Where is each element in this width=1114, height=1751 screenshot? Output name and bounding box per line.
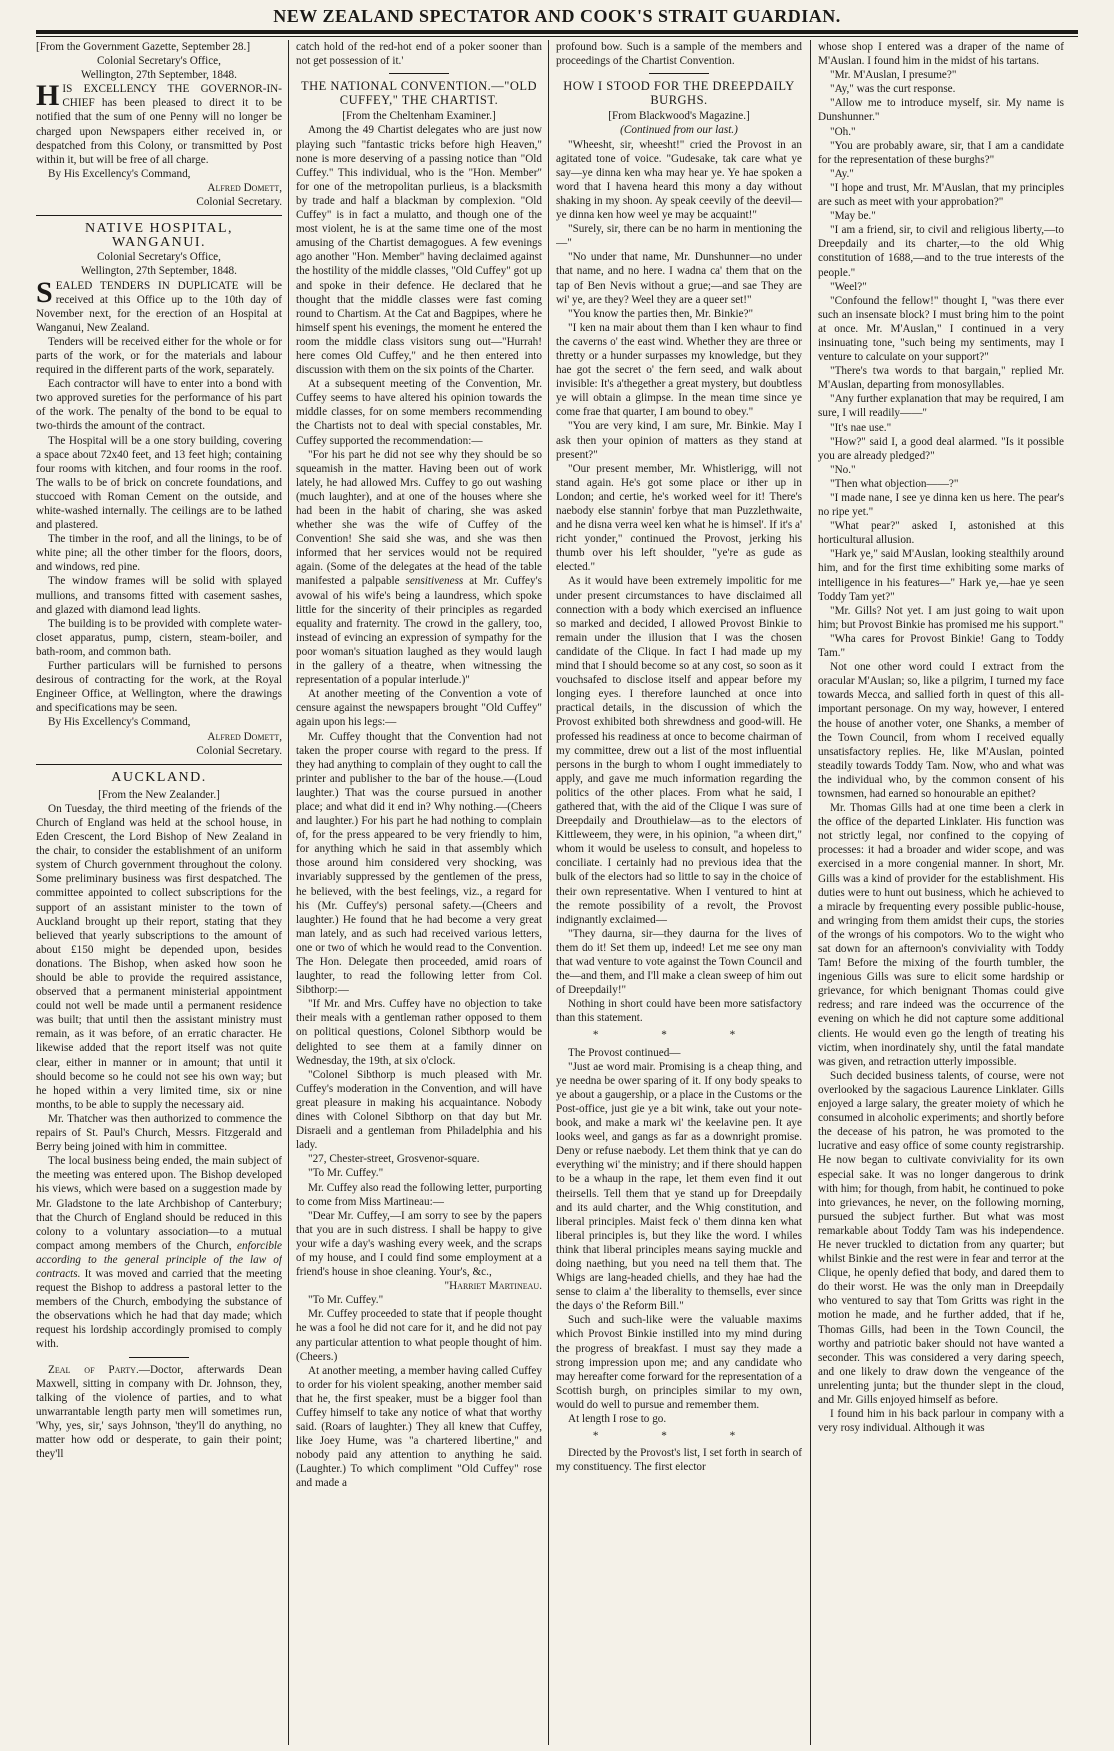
notice-dateline: Wellington, 27th September, 1848. [81,69,237,82]
letter-signature: "Harriet Martineau. [444,1280,542,1293]
masthead-rule-thick [36,30,1078,34]
article-para: "Any further explanation that may be required, I am sure, I will readily——" [818,393,1064,420]
hospital-para: The window frames will be solid with splayed mullions, and transoms fitted with casement sashes, and glazed with diamond lead lights. [36,575,282,616]
hospital-para: The timber in the roof, and all the linings, to be of white pine; all the other timber for the floors, doors, and windows, red pine. [36,533,282,574]
column-divider [288,40,289,1745]
column-divider [548,40,549,1745]
article-para: "They daurna, sir—they daurna for the lives of them do it! Set them up, indeed! Let me see ony man that wad venture to vote against the Town Council and the—and them, and I'll make a clean sweep of him out of Dreepdaily!" [556,927,802,997]
article-para: "Ay." [830,167,854,180]
article-para: "You know the parties then, Mr. Binkie?" [568,307,754,320]
dreepdaily-source: [From Blackwood's Magazine.] [608,110,750,123]
hospital-para: Further particulars will be furnished to persons desirous of contracting for the work, at the Royal Engineer Office, at Wellington, where the drawings and specifications may be seen. [36,660,282,715]
auckland-source: [From the New Zealander.] [98,788,220,801]
article-para: "Wheesht, sir, wheesht!" cried the Provost in an agitated tone of voice. "Gudesake, tak care what ye say—ye dinna ken wha may hear ye. Ye hae spoken a word that I havena heard this mony a day without shaking in my shoon. Ay speak ceevily of the deevil—ye dinna ken how weel ye may be acquaint!" [556,138,802,222]
article-para: As it would have been extremely impolitic for me under present circumstances to have disclaimed all connection with a body which exercised an influence so marked and decided, I allowed Provost Binkie to remain under the illusion that I was the chosen candidate of the Clique. In fact I had made up my mind that I should become so at any cost, so soon as it vouchsafed to disclose itself and appear before my longing eyes. I therefore launched at once into practical details, in the discussion of which the Provost exhibited both shrewdness and good-will. He professed his readiness at once to become chairman of my committee, drew out a list of the most influential persons in the burgh to whom I ought immediately to apply, and gave me much information regarding the politics of the other places. From what he said, I gathered that, with the aid of the Clique I was sure of Dreepdaily and Drouthielaw—as to the electors of Kittleweem, they were, in his opinion, "a wheen dirt," whom it would be useless to consult, and hopeless to conciliate. I certainly had no previous idea that the bulk of the electors had so little to say in the choice of their own representative. When I ventured to hint at the remote possibility of a revolt, the Provost indignantly exclaimed— [556,575,802,926]
article-para: "There's twa words to that bargain," replied Mr. M'Auslan, departing from monosyllables. [818,365,1064,392]
signatory: Alfred Domett, [207,730,282,743]
article-para: "Then what objection——?" [830,477,959,490]
masthead-rule-thin [36,36,1078,37]
article-para: I found him in his back parlour in company with a very rosy individual. Although it was [818,1408,1064,1435]
auckland-para [36,1154,282,1351]
hospital-dateline: Wellington, 27th September, 1848. [81,265,237,278]
article-para: "Hark ye," said M'Auslan, looking stealthily around him, and for the first time exhibiting some marks of intelligence in his features—" Hark ye,—hae ye seen Toddy Tam yet?" [818,548,1064,603]
article-para: "If Mr. and Mrs. Cuffey have no objection to take their meals with a gentleman rather opposed to them on political questions, Colonel Sibthorp would be delighted to see them at a family dinner on Wednesday, the 19th, at six o'clock. [296,998,542,1067]
article-para: "Colonel Sibthorp is much pleased with Mr. Cuffey's moderation in the Convention, and will have great pleasure in making his acquaintance. Nobody dines with Colonel Sibthorp on that day but Mr. Disraeli and a gentleman from Philadelphia and his lady. [296,1068,542,1152]
article-para: Mr. Cuffey thought that the Convention had not taken the proper course with regard to the press. If they had anything to complain of they ought to call the printer and publisher to the bar of the house.—(Loud laughter.) That was the course pursued in another place; and what did it end in? Why nothing.—(Cheers and laughter.) For his part he had nothing to complain of, for the press appeared to be very friendly to him, for anything which he said in that assembly which those around him considered very shocking, was invariably suppressed by the gentlemen of the press, he believed, with the best feelings, viz., a regard for his (Mr. Cuffey's) personal safety.—(Cheers and laughter.) He found that he had become a very great man lately, and as such had received various letters, one or two of which he would read to the Convention. The Hon. Delegate then proceeded, amid roars of laughter, to read the following letter from Col. Sibthorp:— [296,730,542,997]
column-divider [810,40,811,1745]
column-1 [36,40,282,1745]
article-para: "I ken na mair about them than I ken whaur to find the caverns o' the east wind. Whether they are three or thretty or a hunder surpasses my knowledge, but they hae got the secret o' the fern seed, and walk about invisible: It's a'thegether a great mystery, but doubtless ye will obtain a glimpse. In the mean time since ye come frae that quarter, I am bound to obey." [556,321,802,419]
article-para: "Just ae word mair. Promising is a cheap thing, and ye needna be ower sparing of it. If ony body speaks to ye about a gaugership, or a place in the Customs or the Post-office, just gie ye a bit wink, take out your note-book, and make a mark wi' the keelavine pen. It aye looks weel, and gangs as far as a downright promise. Deny or refuse naebody. Let them think that ye can do everything wi' the ministry; and if there should happen to be a whaup in the rape, let them even find it out theirsells. Tell them that ye stand up for Dreepdaily and its auld charter, and the Whig constitution, and liberal principles. Maist feck o' them dinna ken what liberal principles is, but they like the word. I whiles think that liberal principles means saying muckle and doing naething, but you need na tell them that. The Whigs are lang-headed chiells, and they hae had the sense to claim a' the liberality to themsells, ever since the days o' the Reform Bill." [556,1060,802,1313]
article-para: "Mr. Gills? Not yet. I am just going to wait upon him; but Provost Binkie has promised me his support." [818,604,1064,631]
article-para: Mr. Cuffey also read the following letter, purporting to come from Miss Martineau:— [296,1181,542,1208]
masthead-title: NEW ZEALAND SPECTATOR AND COOK'S STRAIT GUARDIAN. [273,6,841,26]
hospital-para-text: EALED TENDERS IN DUPLICATE will be received at this Office up to the 10th day of November next, for the erection of an Hospital at Wanganui, New Zealand. [36,279,282,334]
article-para: "Ay," was the curt response. [830,83,956,96]
article-para: "You are very kind, I am sure, Mr. Binkie. May I ask then your opinion of matters as they stand at present?" [556,420,802,461]
article-para: "No under that name, Mr. Dunshunner—no under that name, and no here. I wadna ca' them that on the tap of Ben Nevis without a grue;—and sae They are wi' ye, are they? Weel they are a queer set!" [556,251,802,306]
article-para: "How?" said I, a good deal alarmed. "Is it possible you are already pledged?" [818,435,1064,462]
dropcap: S [36,275,53,309]
by-command: By His Excellency's Command, [48,716,191,729]
article-para: The Provost continued— [568,1046,681,1059]
article-para: Such decided business talents, of course, were not overlooked by the sagacious Laurence Linklater. Gills enjoyed a large salary, the greater moiety of which he consumed in alcoholic experiments; and shortly before the decease of his patron, he was promoted to the lucrative and easy office of some county registrarship. He now began to cultivate conviviality for its own especial sake. It was no longer dangerous to drink with him; for though, from habit, he continued to poke into grievances, he never, on the following morning, pursued the subject further. But what was most remarkable about Toddy Tam was his independence. He never truckled to dictation from any quarter; but whilst Binkie and the rest were in fear and terror at the Clique, he openly defied that body, and dared them to do their worst. He was the only man in Dreepdaily who ventured to say that Tom Gritts was right in the motion he made, and he further added, that if he, Thomas Gills, had been in the Town Council, the worthy and patriotic baker should not have wanted a seconder. This was considered a very daring speech, and one likely to draw down the vengeance of the unrelenting junta; but the thunder slept in the cloud, and Mr. Gills enjoyed himself as before. [818,1069,1064,1406]
article-para: Not one other word could I extract from the oracular M'Auslan; so, like a pilgrim, I turned my face towards Mecca, and sallied forth in quest of this all-important personage. On my way, however, I entered the house of another voter, one Shanks, a member of the Town Council, from whom I received equally unsatisfactory replies. He, like M'Auslan, pointed steadily towards Toddy Tam. Now, who and what was the individual who, by the common consent of his townsmen, had earned so honourable an epithet? [818,661,1064,800]
auckland-para: Mr. Thatcher was then authorized to commence the repairs of St. Paul's Church, Messrs. Fitzgerald and Berry being joined with him in committee. [36,1112,282,1154]
hospital-para: Tenders will be received either for the whole or for parts of the work, or for the materials and labour required in the different parts of the work, separately. [36,335,282,377]
article-para: Such and such-like were the valuable maxims which Provost Binkie instilled into my mind during the progress of breakfast. I must say they made a strong impression upon me; and any candidate who may hereafter come forward for the representation of a Scottish burgh, on principles similar to my own, would do well to pursue and remember them. [556,1314,802,1411]
article-text: at Mr. Cuffey's avowal of his wife's being a laundress, which spoke little for the sincerity of their principles as regarded equality and fraternity. The crowd in the gallery, too, instead of evincing an expression of sympathy for the poor woman's situation laughed as they would laugh in the gallery of a theatre, when witnessing the representation of a popular interlude.)" [296,575,542,687]
hospital-heading: NATIVE HOSPITAL, [84,221,234,237]
article-para: "I hope and trust, Mr. M'Auslan, that my principles are such as meet with your approbation?" [818,181,1064,209]
article-para: Among the 49 Chartist delegates who are just now playing such "fantastic tricks before high Heaven," none is more deserving of a passing notice than "Old Cuffey." This individual, who is the "Hon. Member" for one of the metropolitan purlieus, is a blacksmith by trade and half a blackman by complexion. "Old Cuffey" is in fact a mulatto, and though one of the most violent, he is at the same time one of the most amusing of the Chartist demagogues. A few evenings ago another "Hon. Member" having declaimed against the hostility of the middle classes, "Old Cuffey" got up and spoke in their defence. He declared that he thought that the middle classes were fast coming round to Chartism. At the Cat and Bagpipes, where he himself spent his evenings, the moment he entered the room the middle class visitors sung out—"Hurrah! here comes Old Cuffey," and he then entered into discussion with them on the six points of the Charter. [296,124,542,377]
article-para: "Dear Mr. Cuffey,—I am sorry to see by the papers that you are in such distress. I shall be happy to give your wife a day's washing every week, and the scraps of my house, and I could find some employment at a friend's house in shoe cleaning. Your's, &c., [296,1209,542,1279]
article-text: "For his part he did not see why they should be so squeamish in the matter. Having been out of work lately, he had allowed Mrs. Cuffey to go out washing (much laughter), and at one of the houses where she had been in the habit of charing, she was asked whether she was the wife of Cuffey of the Convention! She said she was, and she was then informed that her services would not be required again. (Some of the delegates at the head of the table manifested a palpable [296,448,542,588]
article-para: At a subsequent meeting of the Convention, Mr. Cuffey seems to have altered his opinion towards the middle classes, for on some members recommending the Chartists not to deal with special constables, Mr. Cuffey supported the recommendation:— [296,378,542,447]
hospital-para: Each contractor will have to enter into a bond with two approved sureties for the performance of his part of the work. The penalty of the bond to be equal to two-thirds the amount of the contract. [36,378,282,433]
column-3 [556,40,802,1745]
article-para: "Surely, sir, there can be no harm in mentioning the—" [556,223,802,250]
article-para: "Weel?" [830,280,867,293]
article-para: "Wha cares for Provost Binkie! Gang to Toddy Tam." [818,632,1064,660]
section-rule [389,73,449,74]
article-para: "Confound the fellow!" thought I, "was there ever such an insensate block? I must bring him to the point at once. Mr. M'Auslan," I continued in a very insinuating tone, "such being my sentiments, may I venture to calculate on your support?" [818,294,1064,364]
article-para: "Oh." [830,125,856,138]
section-stars: * * * [592,1029,766,1042]
column-2 [296,40,542,1745]
zeal-lead: Zeal of Party. [48,1363,139,1376]
article-para: Mr. Cuffey proceeded to state that if people thought he was a fool he did not care for it, and he did not pay any particular attention to what people thought of him. (Cheers.) [296,1308,542,1363]
article-para: Nothing in short could have been more satisfactory than this statement. [556,998,802,1025]
article-para: "You are probably aware, sir, that I am a candidate for the representation of these burghs?" [818,139,1064,166]
section-stars: * * * [592,1430,766,1443]
article-para [296,448,542,688]
article-para: "What pear?" asked I, astonished at this horticultural allusion. [818,520,1064,547]
dreepdaily-continued: (Continued from our last.) [620,124,738,137]
hospital-para: The Hospital will be a one story building, covering a space about 72x40 feet, and 13 feet high; containing four rooms with kitchen, and four rooms in the roof. The walls to be of brick on concrete foundations, and stuccoed with Roman Cement on the outside, and white-washed internally. The ceilings are to be lathed and plastered. [36,434,282,532]
auckland-heading: AUCKLAND. [111,769,207,785]
article-para: "I am a friend, sir, to civil and religious liberty,—to Dreepdaily and its charter,—to the old Whig constitution of 1688,—and to the true interests of the people." [818,224,1064,279]
postage-notice [36,79,282,167]
article-para: profound bow. Such is a sample of the members and proceedings of the Chartist Convention. [556,41,802,68]
article-para: "I made nane, I see ye dinna ken us here. The pear's no ripe yet." [818,492,1064,519]
dropcap: H [36,79,60,113]
section-rule [649,73,709,74]
zeal-continued: catch hold of the red-hot end of a poker sooner than not get possession of it.' [296,41,542,68]
article-para: whose shop I entered was a draper of the name of M'Auslan. I found him in the midst of his tartans. [818,41,1064,68]
signatory: Alfred Domett, [207,181,282,194]
by-command: By His Excellency's Command, [48,167,191,180]
article-para: Mr. Thomas Gills had at one time been a clerk in the office of the departed Linklater. His function was not strictly legal, nor confined to the copying of processes: it had a broader and wider scope, and was exercised in a more congenial manner. In short, Mr. Gills was a kind of provider for the establishment. His duties were to hunt out business, which he achieved to a miracle by frequenting every possible public-house, and wringing from them amidst their cups, the stories of the wrongs of his compotors. Wo to the wight who sat down for an afternoon's conviviality with Toddy Tam! Before the mixing of the fourth tumbler, the ingenious Gills was sure to elicit some hardship or grievance, for which benignant Thomas could give redress; and rare indeed was the occurrence of the evening on which he did not capture some additional clients. He would even go the length of treating his victim, when inordinately shy, until the fatal mandate was given, and retraction utterly impossible. [818,802,1064,1068]
zeal-body: —Doctor, afterwards Dean Maxwell, sitting in company with Dr. Johnson, they, talking of the violence of parties, and to what unwarrantable length party men will sometimes run, 'Why, yes, sir,' says Johnson, 'they'll do anything, no matter how odd or desperate, to gain their point; they'll [36,1363,282,1461]
postage-notice-body: IS EXCELLENCY THE GOVERNOR-IN-CHIEF has been pleased to direct it to be notified that the sum of one Penny will no longer be charged upon Newspapers either received in, or despatched from this Colony, or transmitted by Post within it, but will be free of all charge. [36,83,282,166]
hospital-subheading: WANGANUI. [112,235,206,251]
article-para: At another meeting of the Convention a vote of censure against the newspapers brought "Old Cuffey" again upon his legs:— [296,688,542,729]
article-para: "To Mr. Cuffey." [308,1294,384,1307]
section-rule [36,215,282,216]
hospital-para [36,275,282,335]
signatory-title: Colonial Secretary. [196,744,282,757]
convention-source: [From the Cheltenham Examiner.] [342,110,496,123]
article-para: "It's nae use." [830,421,892,434]
gazette-source: [From the Government Gazette, September 28.] [36,41,251,53]
signatory-title: Colonial Secretary. [196,196,282,209]
dreepdaily-heading: HOW I STOOD FOR THE DREEPDAILY BURGHS. [563,79,795,108]
auckland-text: It was moved and carried that the meeting request the Bishop to address a pastoral letter to the members of the Church, embodying the substance of the observations which he had that day made; which request his lordship accordingly promised to comply with. [36,1267,282,1351]
article-italic: sensitiveness [405,575,464,588]
article-para: "27, Chester-street, Grosvenor-square. [308,1153,480,1166]
article-para: "To Mr. Cuffey." [308,1167,384,1180]
article-para: "Mr. M'Auslan, I presume?" [830,69,957,82]
auckland-para: On Tuesday, the third meeting of the friends of the Church of England was held at the school house, in Eden Crescent, the Lord Bishop of New Zealand in the chair, to consider the establishment of an uniform system of Church government throughout the colony. Some preliminary business was first despatched. The committee appointed to collect subscriptions for the support of an assistant minister to the town of Auckland brought up their report, stating that they believed that yearly subscriptions to the amount of about £150 might be depended upon, besides donations. The Bishop, when asked how soon he should be able to provide the required assistance, observed that a permanent ministerial appointment could not well be made until a permanent residence was built; that until then the assistant ministry must remain, as it was before, of an erratic character. He likewise added that the report itself was not quite clear, either in manner or in amount; that until it should become so he could not see his own way; but he hoped within a very limited time, six or nine months, to be able to supply the necessary aid. [36,802,282,1111]
auckland-text: The local business being ended, the main subject of the meeting was entered upon. The Bishop developed his views, which were based on a suggestion made by Mr. Gladstone to the late Archbishop of Canterbury; that the Church of England should be reduced in this colony to a voluntary association—to a mutual compact among members of the Church, [36,1155,282,1252]
section-rule [129,1357,189,1358]
article-para: Directed by the Provost's list, I set forth in search of my constituency. The first elector [556,1447,802,1474]
auckland-italic: enforcible according to the general principle of the law of contracts. [36,1239,282,1280]
hospital-para: The building is to be provided with complete water-closet apparatus, pump, cistern, steam-boiler, and bath-room, and common bath. [36,617,282,658]
notice-office: Colonial Secretary's Office, [97,55,221,68]
section-rule [36,764,282,765]
article-para: At another meeting, a member having called Cuffey to order for his violent speaking, another member said that he, the first speaker, must be a bigger fool than Cuffey himself to take any notice of what that worthy said. (Roars of laughter.) They all knew that Cuffey, like Joey Hume, was "a chartered libertine," and nobody paid any attention to anything he said. (Laughter.) To which compliment "Old Cuffey" rose and made a [296,1364,542,1490]
article-para: "Our present member, Mr. Whistlerigg, will not stand again. He's got some place or ither up in London; and certie, he's worked weel for it! There's naebody else stannin' forbye that man Puzzlethwaite, and he disna verra weel ken what he is himsel'. If it's a' richt yonder," continued the Provost, jerking his thumb over his left shoulder, "ye're as gude as elected." [556,462,802,574]
zeal-of-party [36,1363,282,1462]
column-4 [818,40,1064,1745]
article-para: "May be." [830,210,876,223]
convention-heading: THE NATIONAL CONVENTION.—"OLD CUFFEY," THE CHARTIST. [300,79,538,108]
article-para: At length I rose to go. [568,1413,667,1425]
article-para: "No." [830,463,856,476]
article-para: "Allow me to introduce myself, sir. My name is Dunshunner." [818,97,1064,124]
hospital-office: Colonial Secretary's Office, [97,251,221,264]
